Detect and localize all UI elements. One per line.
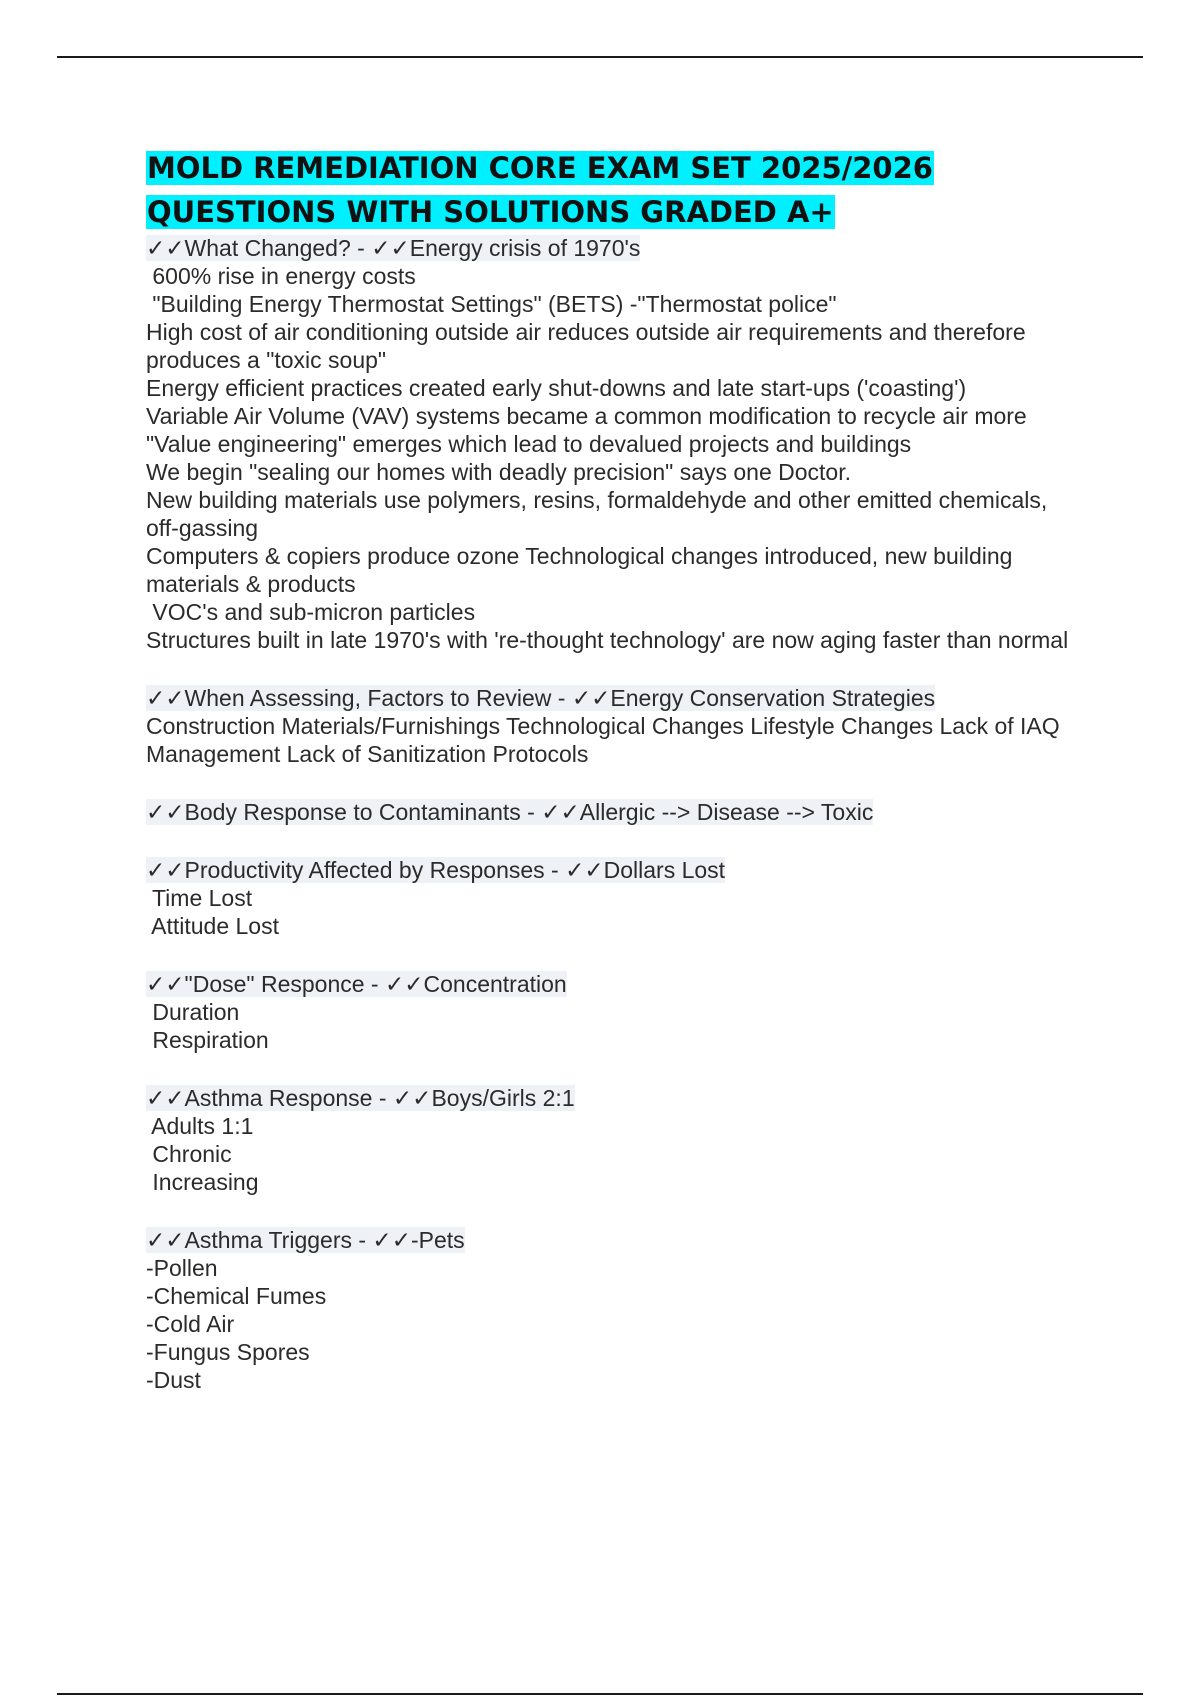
question: ✓✓"Dose" Responce - ✓✓Concentration xyxy=(146,971,567,997)
answer-line: -Pollen xyxy=(146,1255,218,1281)
answer-line: VOC's and sub-micron particles xyxy=(146,599,476,625)
answer-line: "Building Energy Thermostat Settings" (BETS) -"Thermostat police" xyxy=(146,291,837,317)
answer-line: Construction Materials/Furnishings Technological Changes Lifestyle Changes Lack of IAQ Management Lack of Sanitization Protocols xyxy=(146,713,1060,767)
qa-item xyxy=(146,684,1086,768)
answer-line: Duration xyxy=(146,999,240,1025)
answer-line: -Dust xyxy=(146,1367,201,1393)
answer-line: 600% rise in energy costs xyxy=(146,263,416,289)
qa-item xyxy=(146,970,1086,1054)
top-rule xyxy=(57,56,1143,58)
qa-item xyxy=(146,798,1086,826)
answer-line: Energy efficient practices created early shut-downs and late start-ups ('coasting') xyxy=(146,375,967,401)
answer-line: -Cold Air xyxy=(146,1311,235,1337)
document-title xyxy=(146,146,1086,234)
question: ✓✓Asthma Response - ✓✓Boys/Girls 2:1 xyxy=(146,1085,575,1111)
answer-line: Respiration xyxy=(146,1027,269,1053)
answer-line: "Value engineering" emerges which lead to devalued projects and buildings xyxy=(146,431,912,457)
bottom-rule xyxy=(57,1693,1143,1695)
answer-line: We begin "sealing our homes with deadly precision" says one Doctor. xyxy=(146,459,852,485)
answer-line: Structures built in late 1970's with 're-thought technology' are now aging faster than normal xyxy=(146,627,1069,653)
answer-line: Computers & copiers produce ozone Technological changes introduced, new building materials & products xyxy=(146,543,1013,597)
qa-item xyxy=(146,234,1086,654)
document-body xyxy=(146,146,1086,1394)
qa-item xyxy=(146,1226,1086,1394)
title-line-1: MOLD REMEDIATION CORE EXAM SET 2025/2026 xyxy=(147,151,933,185)
answer-line: Chronic xyxy=(146,1141,232,1167)
title-line-2: QUESTIONS WITH SOLUTIONS GRADED A+ xyxy=(147,195,834,229)
answer-line: -Chemical Fumes xyxy=(146,1283,327,1309)
answer-line: Time Lost xyxy=(146,885,253,911)
qa-item xyxy=(146,1084,1086,1196)
question: ✓✓Asthma Triggers - ✓✓-Pets xyxy=(146,1227,465,1253)
answer-line: Increasing xyxy=(146,1169,259,1195)
question: ✓✓Body Response to Contaminants - ✓✓Allergic --> Disease --> Toxic xyxy=(146,799,874,825)
answer-line: Adults 1:1 xyxy=(146,1113,254,1139)
question: ✓✓When Assessing, Factors to Review - ✓✓Energy Conservation Strategies xyxy=(146,685,936,711)
answer-line: High cost of air conditioning outside air reduces outside air requirements and therefore produces a "toxic soup" xyxy=(146,319,1026,373)
answer-line: Variable Air Volume (VAV) systems became a common modification to recycle air more xyxy=(146,403,1027,429)
answer-line: Attitude Lost xyxy=(146,913,279,939)
question: ✓✓What Changed? - ✓✓Energy crisis of 1970's xyxy=(146,235,641,261)
answer-line: -Fungus Spores xyxy=(146,1339,310,1365)
qa-item xyxy=(146,856,1086,940)
question: ✓✓Productivity Affected by Responses - ✓✓Dollars Lost xyxy=(146,857,726,883)
answer-line: New building materials use polymers, resins, formaldehyde and other emitted chemicals, off-gassing xyxy=(146,487,1048,541)
